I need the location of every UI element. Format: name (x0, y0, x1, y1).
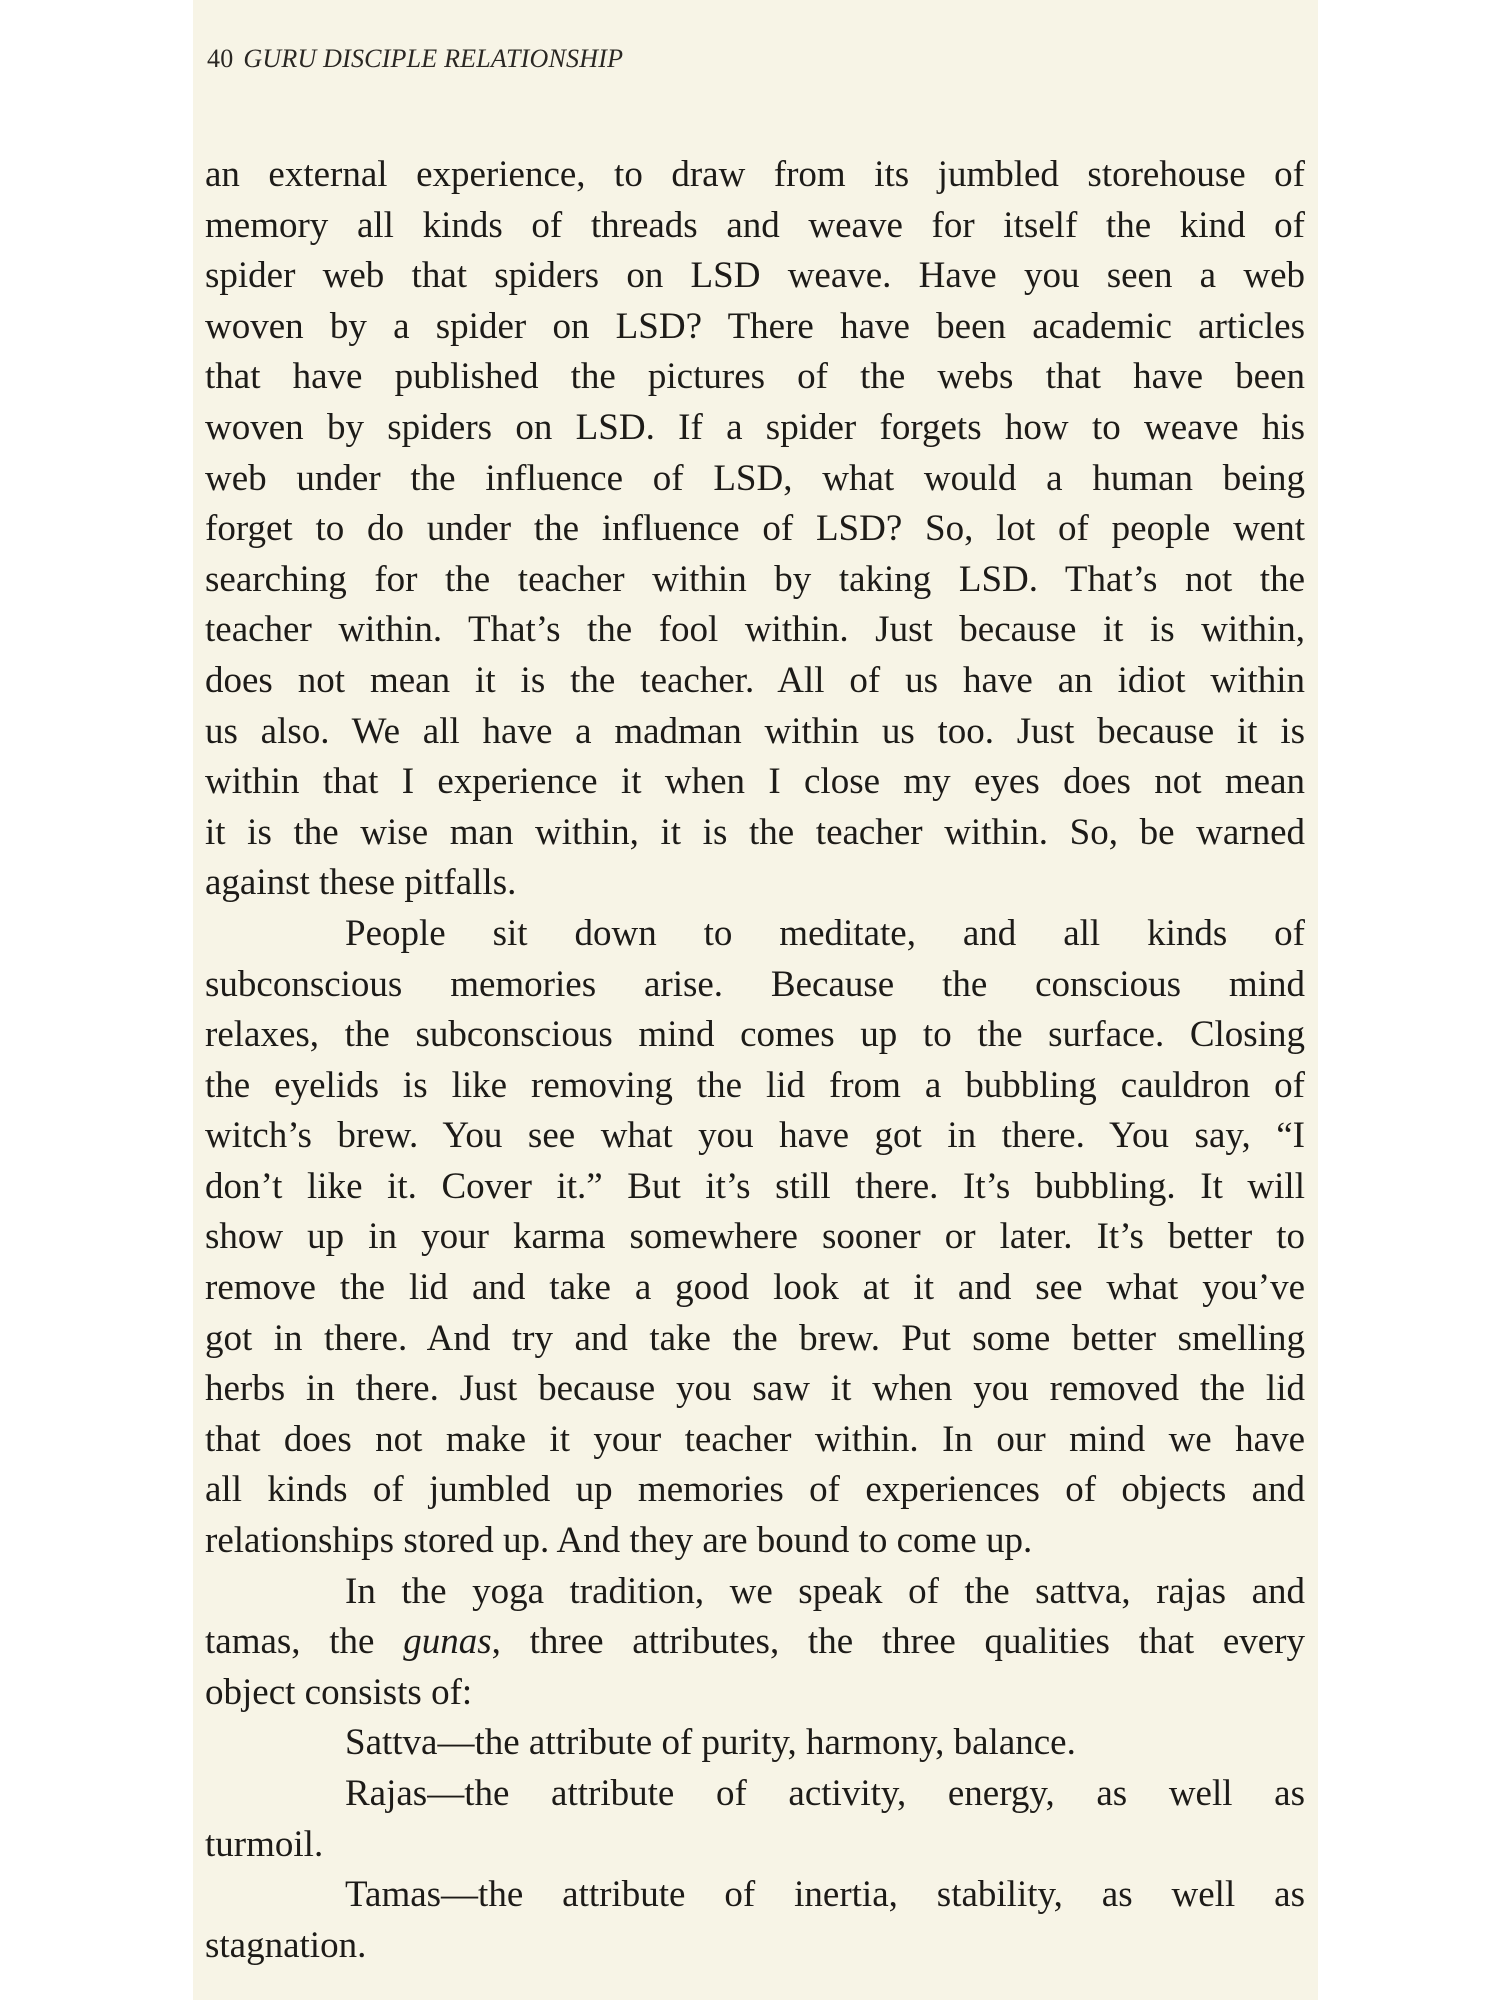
text-line: stagnation. (205, 1924, 367, 1966)
page-number: 40 (207, 44, 234, 73)
text-line: relationships stored up. And they are bound to come up. (205, 1520, 1033, 1562)
book-page (193, 0, 1318, 2000)
text-line: all kinds of jumbled up memories of experiences of objects and (205, 1469, 1305, 1511)
text-line: woven by spiders on LSD. If a spider forgets how to weave his (205, 406, 1305, 448)
text-line: memory all kinds of threads and weave for itself the kind of (205, 204, 1305, 246)
text-line: that does not make it your teacher within. In our mind we have (205, 1418, 1305, 1460)
text-line: herbs in there. Just because you saw it when you removed the lid (205, 1368, 1305, 1410)
text-line: show up in your karma somewhere sooner or later. It’s better to (205, 1216, 1305, 1258)
text-line: People sit down to meditate, and all kinds of (345, 912, 1305, 954)
running-head (207, 44, 623, 74)
text-line: subconscious memories arise. Because the conscious mind (205, 963, 1305, 1005)
text-fragment: tamas, the (205, 1621, 404, 1663)
text-line: woven by a spider on LSD? There have been academic articles (205, 305, 1305, 347)
text-line: it is the wise man within, it is the teacher within. So, be warned (205, 811, 1305, 853)
text-line: Rajas—the attribute of activity, energy, as well as (345, 1773, 1305, 1814)
text-line: spider web that spiders on LSD weave. Have you seen a web (205, 255, 1305, 297)
text-line: Sattva—the attribute of purity, harmony, balance. (345, 1722, 1076, 1764)
text-line: Tamas—the attribute of inertia, stability, as well as (345, 1874, 1305, 1916)
text-line: teacher within. That’s the fool within. Just because it is within, (205, 609, 1305, 651)
text-line: us also. We all have a madman within us too. Just because it is (205, 710, 1305, 752)
gunas-term: gunas (403, 1621, 492, 1663)
text-line: within that I experience it when I close my eyes does not mean (205, 761, 1305, 803)
text-line (205, 1617, 1305, 1668)
text-line: In the yoga tradition, we speak of the sattva, rajas and (345, 1570, 1305, 1612)
text-line: searching for the teacher within by taking LSD. That’s not the (205, 558, 1305, 600)
text-line: don’t like it. Cover it.” But it’s still there. It’s bubbling. It will (205, 1165, 1305, 1207)
section-title: GURU DISCIPLE RELATIONSHIP (243, 44, 624, 73)
text-line: does not mean it is the teacher. All of us have an idiot within (205, 659, 1305, 701)
text-line: the eyelids is like removing the lid from a bubbling cauldron of (205, 1064, 1305, 1106)
text-line: an external experience, to draw from its jumbled storehouse of (205, 154, 1305, 195)
text-line: witch’s brew. You see what you have got in there. You say, “I (205, 1115, 1305, 1157)
text-line: remove the lid and take a good look at it and see what you’ve (205, 1267, 1305, 1309)
text-line: object consists of: (205, 1671, 473, 1713)
text-line: web under the influence of LSD, what would a human being (205, 457, 1305, 499)
text-line: against these pitfalls. (205, 862, 517, 904)
text-line: relaxes, the subconscious mind comes up to the surface. Closing (205, 1014, 1305, 1056)
text-line: forget to do under the influence of LSD? So, lot of people went (205, 508, 1305, 550)
body-text (205, 150, 1305, 1971)
text-line: got in there. And try and take the brew. Put some better smelling (205, 1317, 1305, 1359)
text-line: turmoil. (205, 1823, 324, 1865)
text-fragment: , three attributes, the three qualities that every (491, 1621, 1305, 1663)
text-line: that have published the pictures of the webs that have been (205, 356, 1305, 398)
